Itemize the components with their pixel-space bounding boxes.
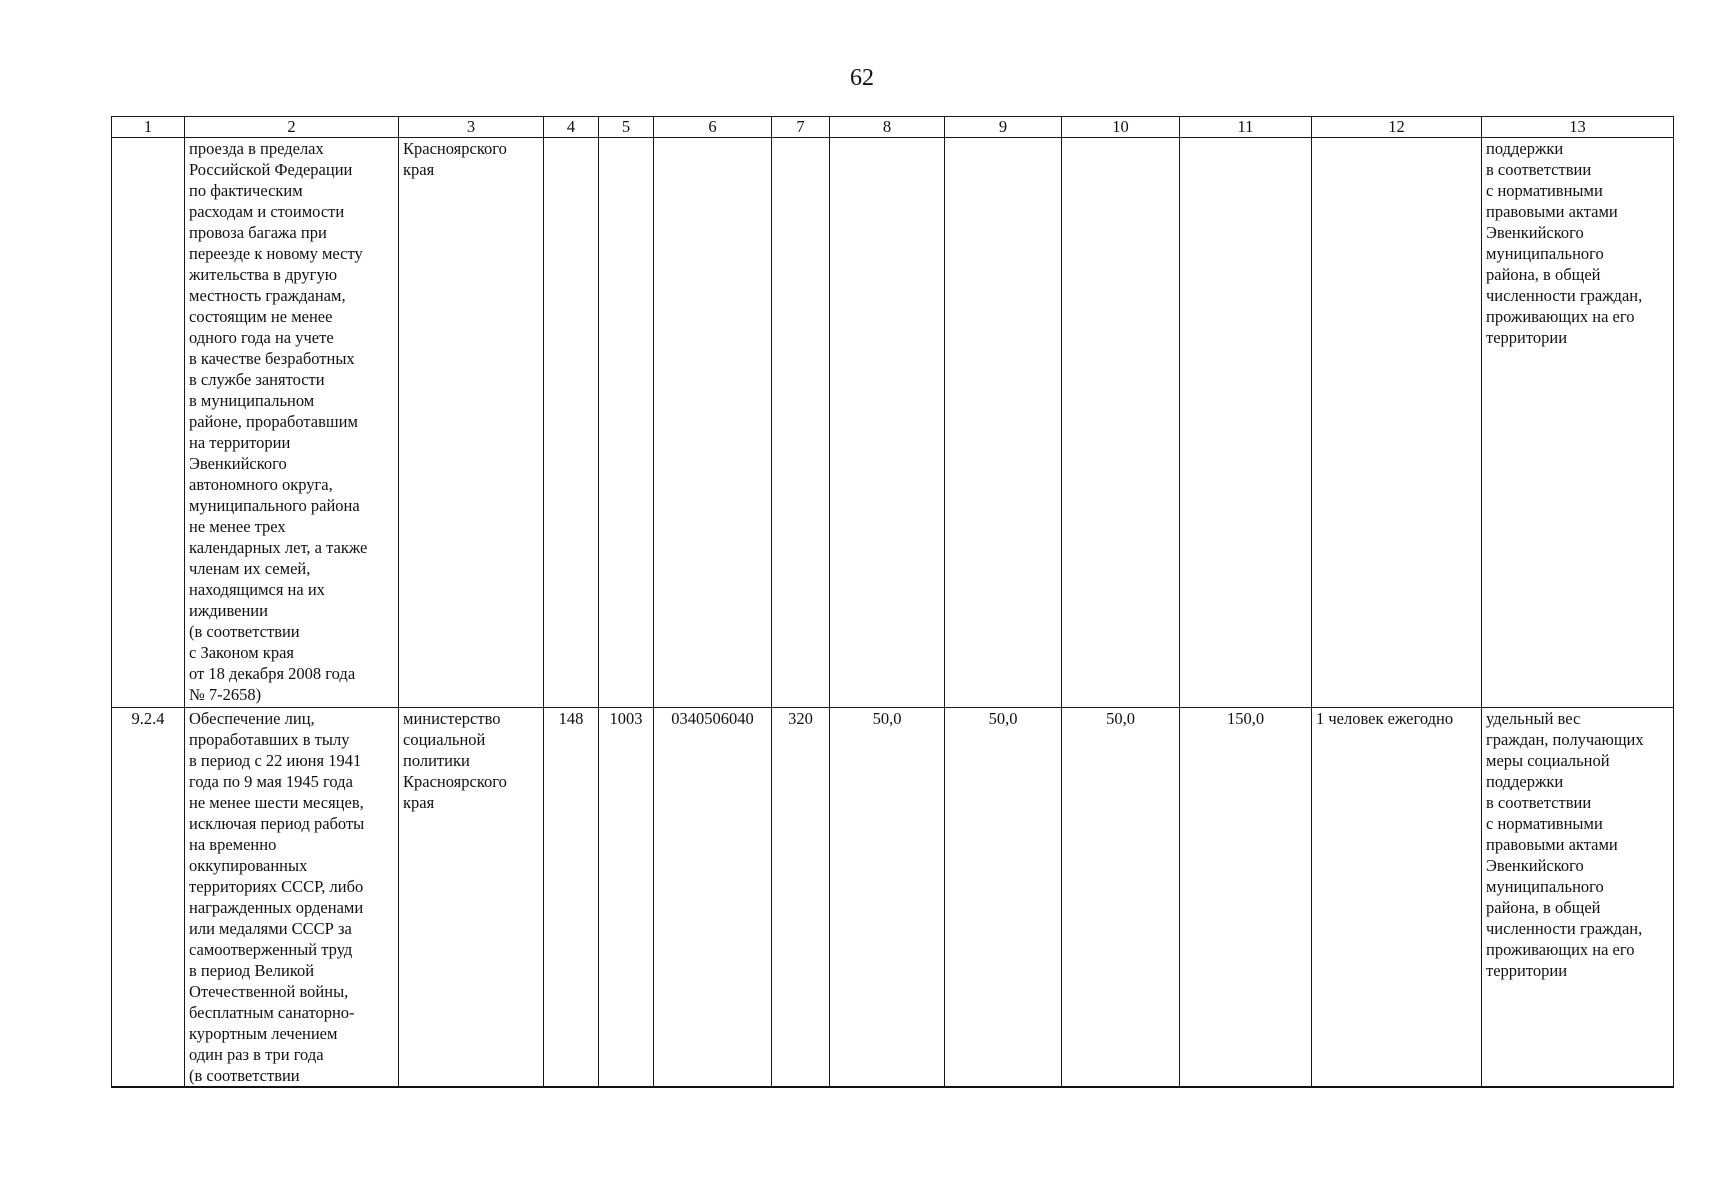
col10-cell xyxy=(1062,138,1180,708)
col4-cell: 148 xyxy=(544,708,599,1088)
executor-cell: министерство социальной политики Красноярского края xyxy=(399,708,544,1088)
row-number-cell xyxy=(112,138,185,708)
row-number-cell: 9.2.4 xyxy=(112,708,185,1088)
header-col-5: 5 xyxy=(599,117,654,138)
col11-cell: 150,0 xyxy=(1180,708,1312,1088)
col12-cell xyxy=(1312,138,1482,708)
col9-cell xyxy=(945,138,1062,708)
col11-cell xyxy=(1180,138,1312,708)
header-col-11: 11 xyxy=(1180,117,1312,138)
header-col-8: 8 xyxy=(830,117,945,138)
col8-cell xyxy=(830,138,945,708)
page-number: 62 xyxy=(850,65,874,91)
header-col-3: 3 xyxy=(399,117,544,138)
table-header-row xyxy=(112,117,1674,138)
col10-cell: 50,0 xyxy=(1062,708,1180,1088)
header-col-1: 1 xyxy=(112,117,185,138)
col5-cell: 1003 xyxy=(599,708,654,1088)
executor-cell: Красноярского края xyxy=(399,138,544,708)
header-col-6: 6 xyxy=(654,117,772,138)
col8-cell: 50,0 xyxy=(830,708,945,1088)
budget-table xyxy=(111,116,1674,1088)
col12-cell: 1 человек ежегодно xyxy=(1312,708,1482,1088)
header-col-2: 2 xyxy=(185,117,399,138)
header-col-9: 9 xyxy=(945,117,1062,138)
description-cell: Обеспечение лиц, проработавших в тылу в период с 22 июня 1941 года по 9 мая 1945 года не менее шести месяцев, исключая период работы на временно оккупированных территориях СССР, либо награжденных орденами или медалями СССР за самоотверженный труд в период Великой Отечественной войны, бесплатным санаторно- курортным лечением один раз в три года (в соответствии xyxy=(185,708,399,1088)
header-col-7: 7 xyxy=(772,117,830,138)
description-cell: проезда в пределах Российской Федерации по фактическим расходам и стоимости провоза багажа при переезде к новому месту жительства в другую местность гражданам, состоящим не менее одного года на учете в качестве безработных в службе занятости в муниципальном районе, проработавшим на территории Эвенкийского автономного округа, муниципального района не менее трех календарных лет, а также членам их семей, находящимся на их иждивении (в соответствии с Законом края от 18 декабря 2008 года № 7-2658) xyxy=(185,138,399,708)
col6-cell: 0340506040 xyxy=(654,708,772,1088)
table-row xyxy=(112,138,1674,708)
col7-cell xyxy=(772,138,830,708)
col5-cell xyxy=(599,138,654,708)
header-col-4: 4 xyxy=(544,117,599,138)
indicator-cell: поддержки в соответствии с нормативными правовыми актами Эвенкийского муниципального района, в общей численности граждан, проживающих на его территории xyxy=(1482,138,1674,708)
header-col-12: 12 xyxy=(1312,117,1482,138)
header-col-10: 10 xyxy=(1062,117,1180,138)
table-row xyxy=(112,708,1674,1088)
header-col-13: 13 xyxy=(1482,117,1674,138)
col4-cell xyxy=(544,138,599,708)
col6-cell xyxy=(654,138,772,708)
col7-cell: 320 xyxy=(772,708,830,1088)
col9-cell: 50,0 xyxy=(945,708,1062,1088)
indicator-cell: удельный вес граждан, получающих меры социальной поддержки в соответствии с нормативными правовыми актами Эвенкийского муниципального района, в общей численности граждан, проживающих на его территории xyxy=(1482,708,1674,1088)
